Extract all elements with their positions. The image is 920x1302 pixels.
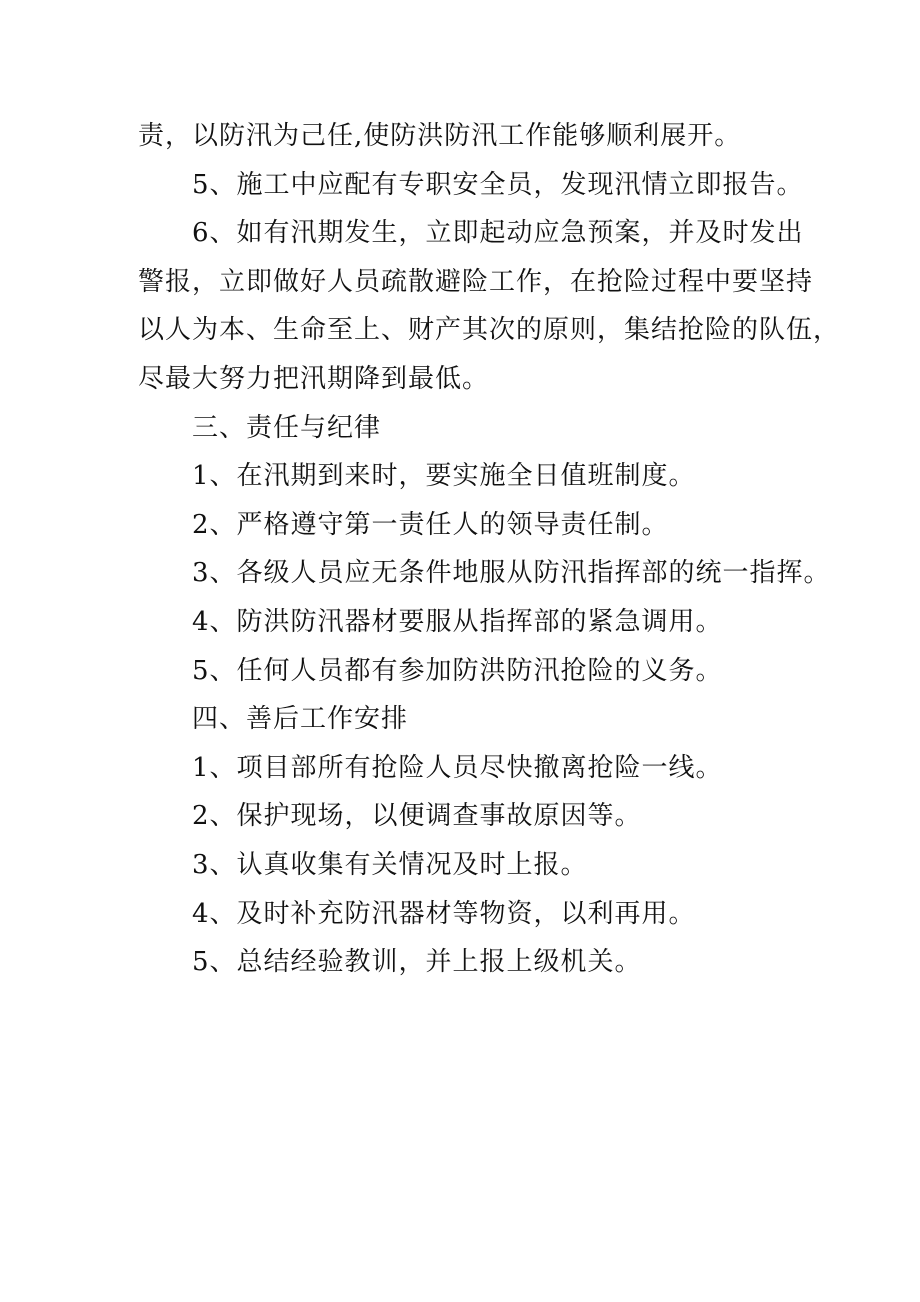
document-body xyxy=(138,112,841,987)
text-line: 1、在汛期到来时，要实施全日值班制度。 xyxy=(192,461,696,492)
text-line: 尽最大努力把汛期降到最低。 xyxy=(138,363,490,394)
text-line: 警报，立即做好人员疏散避险工作，在抢险过程中要坚持 xyxy=(138,266,814,297)
text-line: 4、及时补充防汛器材等物资，以利再用。 xyxy=(192,898,696,929)
paragraph-item-4-replenish xyxy=(138,890,798,939)
paragraph-continuation xyxy=(138,112,798,161)
paragraph-item-2-protect-site xyxy=(138,792,798,841)
text-line: 3、各级人员应无条件地服从防汛指挥部的统一指挥。 xyxy=(192,558,831,589)
text-line: 2、严格遵守第一责任人的领导责任制。 xyxy=(192,509,669,540)
paragraph-item-1-evacuate xyxy=(138,744,798,793)
paragraph-item-1-duty xyxy=(138,452,798,501)
paragraph-item-5-safety-officer xyxy=(138,161,804,210)
paragraph-item-3-command xyxy=(138,549,831,598)
text-line: 5、任何人员都有参加防洪防汛抢险的义务。 xyxy=(192,655,723,686)
text-line: 2、保护现场，以便调查事故原因等。 xyxy=(192,801,642,832)
section-heading-aftermath xyxy=(138,695,798,744)
paragraph-item-3-report xyxy=(138,841,798,890)
text-line: 三、责任与纪律 xyxy=(192,412,382,443)
text-line: 四、善后工作安排 xyxy=(192,704,409,735)
section-heading-responsibility xyxy=(138,404,798,453)
paragraph-item-2-leadership xyxy=(138,501,798,550)
paragraph-item-4-equipment xyxy=(138,598,798,647)
text-line: 1、项目部所有抢险人员尽快撤离抢险一线。 xyxy=(192,752,723,783)
text-line: 5、施工中应配有专职安全员，发现汛情立即报告。 xyxy=(192,169,804,200)
text-line: 4、防洪防汛器材要服从指挥部的紧急调用。 xyxy=(192,606,723,637)
text-line: 3、认真收集有关情况及时上报。 xyxy=(192,849,588,880)
paragraph-item-5-summary xyxy=(138,938,798,987)
paragraph-item-6-emergency-plan xyxy=(138,209,841,403)
paragraph-item-5-obligation xyxy=(138,647,798,696)
text-line: 5、总结经验教训，并上报上级机关。 xyxy=(192,947,642,978)
text-line: 以人为本、生命至上、财产其次的原则，集结抢险的队伍， xyxy=(138,315,841,346)
text-line: 6、如有汛期发生，立即起动应急预案，并及时发出 xyxy=(192,218,804,249)
text-line: 责，以防汛为己任,使防洪防汛工作能够顺利展开。 xyxy=(138,121,742,151)
